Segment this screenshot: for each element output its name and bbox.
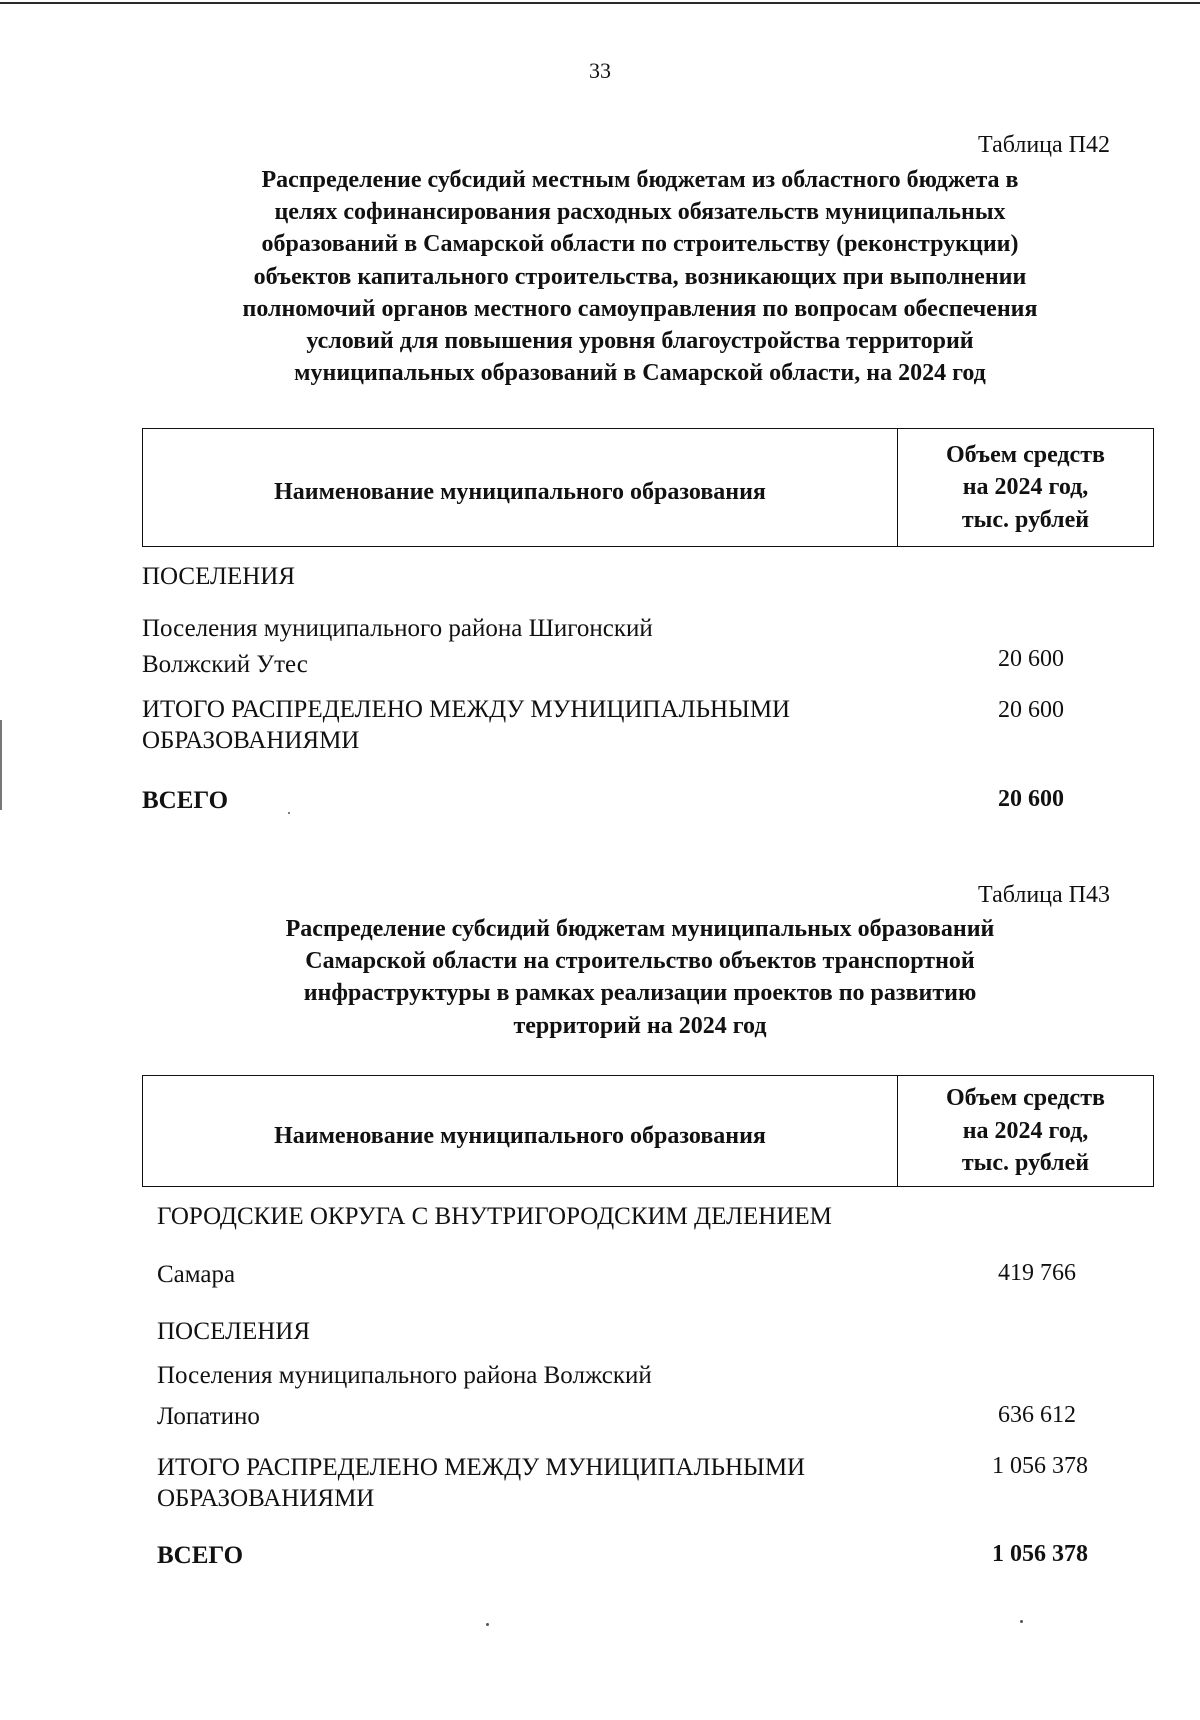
title-line: полномочий органов местного самоуправления по вопросам обеспечения: [242, 295, 1038, 322]
header-amount-line: тыс. рублей: [961, 506, 1090, 533]
table-header-p42: [142, 428, 1154, 547]
title-line: объектов капитального строительства, возникающих при выполнении: [253, 263, 1027, 290]
scan-top-border: [0, 2, 1200, 4]
grand-total-amount: 1 056 378: [992, 1541, 1088, 1567]
scan-speck: [288, 812, 290, 814]
header-name-column: Наименование муниципального образования: [143, 1076, 898, 1186]
title-line: Распределение субсидий бюджетам муниципальных образований: [285, 916, 995, 942]
total-distributed-line: ОБРАЗОВАНИЯМИ: [157, 1485, 375, 1512]
total-distributed-amount: 20 600: [998, 697, 1064, 723]
title-line: образований в Самарской области по строительству (реконструкции): [261, 231, 1019, 258]
title-line: условий для повышения уровня благоустройства территорий: [306, 328, 974, 355]
header-amount-line: на 2024 год,: [962, 1117, 1089, 1144]
scan-speck: [1020, 1620, 1023, 1623]
grand-total-amount: 20 600: [998, 786, 1064, 812]
table-title-p43: [150, 913, 1130, 1042]
table-row-label: Самара: [157, 1261, 236, 1288]
table-header-p43: [142, 1075, 1154, 1187]
total-distributed-amount: 1 056 378: [992, 1453, 1088, 1479]
table-row-amount: 636 612: [998, 1402, 1076, 1428]
section-heading: ПОСЕЛЕНИЯ: [142, 563, 296, 590]
title-line: инфраструктуры в рамках реализации проектов по развитию: [303, 980, 977, 1007]
table-label-p43: Таблица П43: [978, 882, 1110, 908]
scan-edge-mark: [0, 720, 2, 810]
header-amount-line: Объем средств: [946, 1085, 1105, 1112]
header-amount-line: тыс. рублей: [961, 1150, 1090, 1177]
total-distributed-line: ИТОГО РАСПРЕДЕЛЕНО МЕЖДУ МУНИЦИПАЛЬНЫМИ: [157, 1454, 806, 1481]
district-heading: Поселения муниципального района Волжский: [157, 1362, 652, 1389]
title-line: муниципальных образований в Самарской области, на 2024 год: [294, 360, 986, 387]
grand-total-label: ВСЕГО: [142, 787, 229, 814]
header-name-column: Наименование муниципального образования: [143, 429, 898, 546]
total-distributed-label: [157, 1452, 805, 1514]
table-row-label: Волжский Утес: [142, 651, 308, 678]
scan-speck: [486, 1623, 489, 1626]
district-heading: Поселения муниципального района Шигонский: [142, 615, 653, 642]
header-amount-column: [898, 1076, 1153, 1186]
table-title-p42: [150, 164, 1130, 389]
title-line: Самарской области на строительство объектов транспортной: [305, 948, 975, 975]
section-heading: ГОРОДСКИЕ ОКРУГА С ВНУТРИГОРОДСКИМ ДЕЛЕНИЕМ: [157, 1203, 832, 1230]
header-amount-column: [898, 429, 1153, 546]
title-line: территорий на 2024 год: [513, 1012, 767, 1039]
total-distributed-line: ИТОГО РАСПРЕДЕЛЕНО МЕЖДУ МУНИЦИПАЛЬНЫМИ: [142, 696, 791, 723]
table-row-amount: 419 766: [998, 1260, 1076, 1286]
title-line: Распределение субсидий местным бюджетам из областного бюджета в: [261, 167, 1019, 193]
table-row-amount: 20 600: [998, 646, 1064, 672]
page-number: 33: [589, 58, 611, 83]
total-distributed-label: [142, 694, 790, 756]
header-amount-line: Объем средств: [946, 441, 1105, 468]
table-row-label: Лопатино: [157, 1403, 260, 1430]
total-distributed-line: ОБРАЗОВАНИЯМИ: [142, 727, 360, 754]
grand-total-label: ВСЕГО: [157, 1542, 244, 1569]
table-label-p42: Таблица П42: [978, 132, 1110, 158]
header-amount-line: на 2024 год,: [962, 474, 1089, 501]
title-line: целях софинансирования расходных обязательств муниципальных: [274, 199, 1006, 226]
section-heading: ПОСЕЛЕНИЯ: [157, 1318, 311, 1345]
